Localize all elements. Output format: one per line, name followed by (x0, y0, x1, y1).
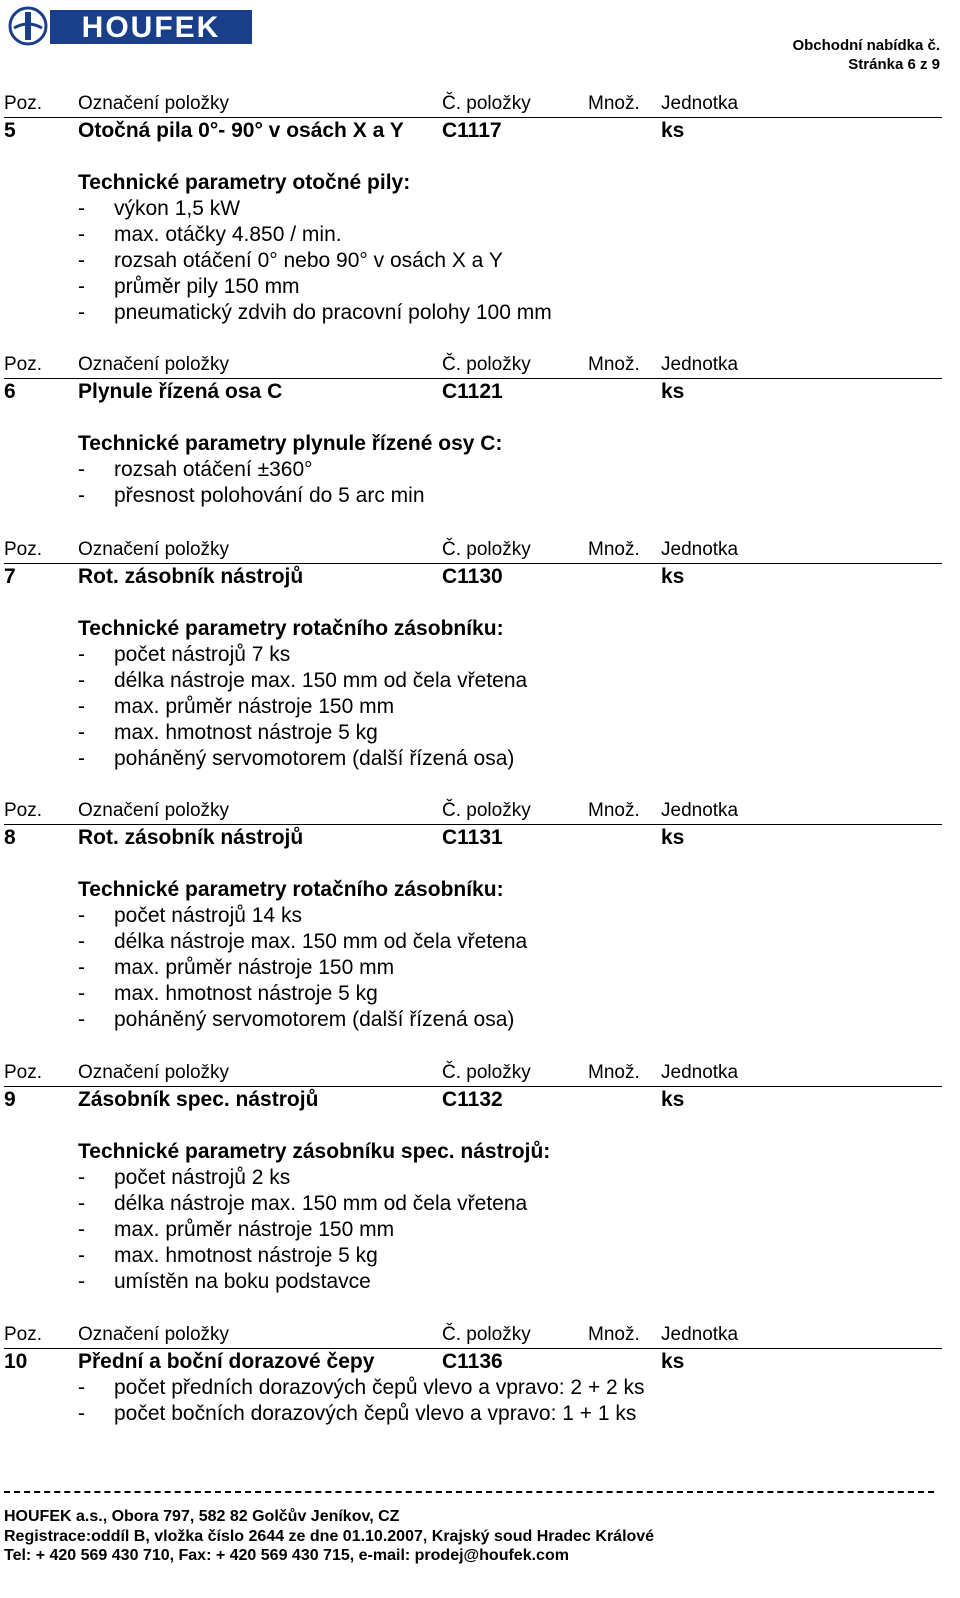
parameter-text: poháněný servomotorem (další řízená osa) (114, 1008, 515, 1031)
parameters-title: Technické parametry rotačního zásobníku: (78, 878, 504, 901)
parameter-text: max. průměr nástroje 150 mm (114, 695, 395, 718)
column-header-row (4, 539, 942, 561)
col-name-header: Označení položky (78, 800, 230, 821)
item-name: Otočná pila 0°- 90° v osách X a Y (78, 119, 404, 142)
parameters-title: Technické parametry plynule řízené osy C: (78, 432, 503, 455)
col-poz-header: Poz. (4, 800, 43, 821)
bullet-dash: - (78, 1244, 85, 1267)
parameter-text: výkon 1,5 kW (114, 197, 241, 220)
parameter-text: počet nástrojů 2 ks (114, 1166, 291, 1189)
bullet-dash: - (78, 1402, 85, 1425)
col-unit-header: Jednotka (661, 539, 739, 560)
column-header-row (4, 800, 942, 822)
item-code: C1121 (442, 380, 503, 403)
parameters-title: Technické parametry rotačního zásobníku: (78, 617, 504, 640)
item-name: Rot. zásobník nástrojů (78, 565, 304, 588)
bullet-dash: - (78, 930, 85, 953)
bullet-dash: - (78, 1008, 85, 1031)
column-header-row (4, 1324, 942, 1346)
footer-contact: Tel: + 420 569 430 710, Fax: + 420 569 430 715, e-mail: prodej@houfek.com (4, 1547, 569, 1564)
item-position: 8 (4, 826, 16, 849)
header-rule (4, 1086, 942, 1087)
col-poz-header: Poz. (4, 539, 43, 560)
col-code-header: Č. položky (442, 800, 531, 821)
bullet-dash: - (78, 1166, 85, 1189)
bullet-dash: - (78, 197, 85, 220)
parameter-text: max. průměr nástroje 150 mm (114, 956, 395, 979)
col-poz-header: Poz. (4, 93, 43, 114)
item-code: C1136 (442, 1350, 503, 1373)
parameter-text: počet nástrojů 14 ks (114, 904, 302, 927)
col-code-header: Č. položky (442, 1324, 531, 1345)
document-type: Obchodní nabídka č. (792, 37, 940, 54)
document-header-info (792, 36, 940, 74)
bullet-dash: - (78, 643, 85, 666)
item-name: Zásobník spec. nástrojů (78, 1088, 319, 1111)
bullet-dash: - (78, 249, 85, 272)
header-rule (4, 378, 942, 379)
item-code: C1132 (442, 1088, 503, 1111)
parameter-text: délka nástroje max. 150 mm od čela vřetena (114, 1192, 528, 1215)
item-unit: ks (661, 565, 685, 588)
col-code-header: Č. položky (442, 1062, 531, 1083)
parameter-text: přesnost polohování do 5 arc min (114, 484, 425, 507)
item-code: C1130 (442, 565, 503, 588)
parameter-text: max. otáčky 4.850 / min. (114, 223, 342, 246)
parameter-text: poháněný servomotorem (další řízená osa) (114, 747, 515, 770)
item-unit: ks (661, 826, 685, 849)
header-rule (4, 117, 942, 118)
bullet-dash: - (78, 1192, 85, 1215)
bullet-dash: - (78, 747, 85, 770)
col-poz-header: Poz. (4, 354, 43, 375)
col-code-header: Č. položky (442, 93, 531, 114)
item-position: 9 (4, 1088, 16, 1111)
col-unit-header: Jednotka (661, 800, 739, 821)
item-position: 7 (4, 565, 16, 588)
col-name-header: Označení položky (78, 539, 230, 560)
col-poz-header: Poz. (4, 1324, 43, 1345)
col-qty-header: Množ. (588, 539, 640, 560)
parameter-text: rozsah otáčení ±360° (114, 458, 313, 481)
parameter-text: počet nástrojů 7 ks (114, 643, 291, 666)
bullet-dash: - (78, 458, 85, 481)
item-name: Přední a boční dorazové čepy (78, 1350, 375, 1373)
bullet-dash: - (78, 904, 85, 927)
bullet-dash: - (78, 1270, 85, 1293)
col-name-header: Označení položky (78, 93, 230, 114)
bullet-dash: - (78, 223, 85, 246)
parameter-text: max. hmotnost nástroje 5 kg (114, 721, 378, 744)
parameter-text: počet bočních dorazových čepů vlevo a vpravo: 1 + 1 ks (114, 1402, 637, 1425)
col-unit-header: Jednotka (661, 1324, 739, 1345)
parameter-text: max. hmotnost nástroje 5 kg (114, 982, 378, 1005)
item-name: Rot. zásobník nástrojů (78, 826, 304, 849)
bullet-dash: - (78, 695, 85, 718)
col-qty-header: Množ. (588, 800, 640, 821)
footer-address: HOUFEK a.s., Obora 797, 582 82 Golčův Jeníkov, CZ (4, 1508, 400, 1525)
parameter-text: pneumatický zdvih do pracovní polohy 100 mm (114, 301, 552, 324)
col-unit-header: Jednotka (661, 93, 739, 114)
parameter-text: délka nástroje max. 150 mm od čela vřetena (114, 669, 528, 692)
col-code-header: Č. položky (442, 354, 531, 375)
parameter-text: průměr pily 150 mm (114, 275, 300, 298)
parameter-text: umístěn na boku podstavce (114, 1270, 371, 1293)
column-header-row (4, 93, 942, 115)
bullet-dash: - (78, 1376, 85, 1399)
parameter-text: max. průměr nástroje 150 mm (114, 1218, 395, 1241)
item-position: 6 (4, 380, 16, 403)
item-unit: ks (661, 119, 685, 142)
col-name-header: Označení položky (78, 1324, 230, 1345)
parameter-text: max. hmotnost nástroje 5 kg (114, 1244, 378, 1267)
bullet-dash: - (78, 484, 85, 507)
col-qty-header: Množ. (588, 354, 640, 375)
col-qty-header: Množ. (588, 93, 640, 114)
column-header-row (4, 1062, 942, 1084)
header-rule (4, 1348, 942, 1349)
col-name-header: Označení položky (78, 354, 230, 375)
item-code: C1117 (442, 119, 502, 142)
item-position: 5 (4, 119, 16, 142)
bullet-dash: - (78, 669, 85, 692)
item-unit: ks (661, 1350, 685, 1373)
item-code: C1131 (442, 826, 503, 849)
col-poz-header: Poz. (4, 1062, 43, 1083)
bullet-dash: - (78, 956, 85, 979)
houfek-logo-mark (6, 6, 252, 46)
col-unit-header: Jednotka (661, 1062, 739, 1083)
item-position: 10 (4, 1350, 28, 1373)
header-rule (4, 563, 942, 564)
col-name-header: Označení položky (78, 1062, 230, 1083)
item-unit: ks (661, 1088, 685, 1111)
col-unit-header: Jednotka (661, 354, 739, 375)
parameters-title: Technické parametry zásobníku spec. nástrojů: (78, 1140, 551, 1163)
footer-registration: Registrace:oddíl B, vložka číslo 2644 ze dne 01.10.2007, Krajský soud Hradec Králové (4, 1528, 655, 1545)
bullet-dash: - (78, 1218, 85, 1241)
item-unit: ks (661, 380, 685, 403)
bullet-dash: - (78, 982, 85, 1005)
bullet-dash: - (78, 275, 85, 298)
footer-divider (4, 1491, 934, 1493)
parameter-text: počet předních dorazových čepů vlevo a vpravo: 2 + 2 ks (114, 1376, 645, 1399)
column-header-row (4, 354, 942, 376)
item-name: Plynule řízená osa C (78, 380, 283, 403)
col-code-header: Č. položky (442, 539, 531, 560)
header-rule (4, 824, 942, 825)
company-logo (6, 6, 252, 46)
page-number: Stránka 6 z 9 (848, 56, 940, 73)
bullet-dash: - (78, 721, 85, 744)
parameter-text: délka nástroje max. 150 mm od čela vřetena (114, 930, 528, 953)
parameter-text: rozsah otáčení 0° nebo 90° v osách X a Y (114, 249, 503, 272)
svg-text:HOUFEK: HOUFEK (81, 11, 221, 44)
col-qty-header: Množ. (588, 1324, 640, 1345)
bullet-dash: - (78, 301, 85, 324)
col-qty-header: Množ. (588, 1062, 640, 1083)
parameters-title: Technické parametry otočné pily: (78, 171, 411, 194)
